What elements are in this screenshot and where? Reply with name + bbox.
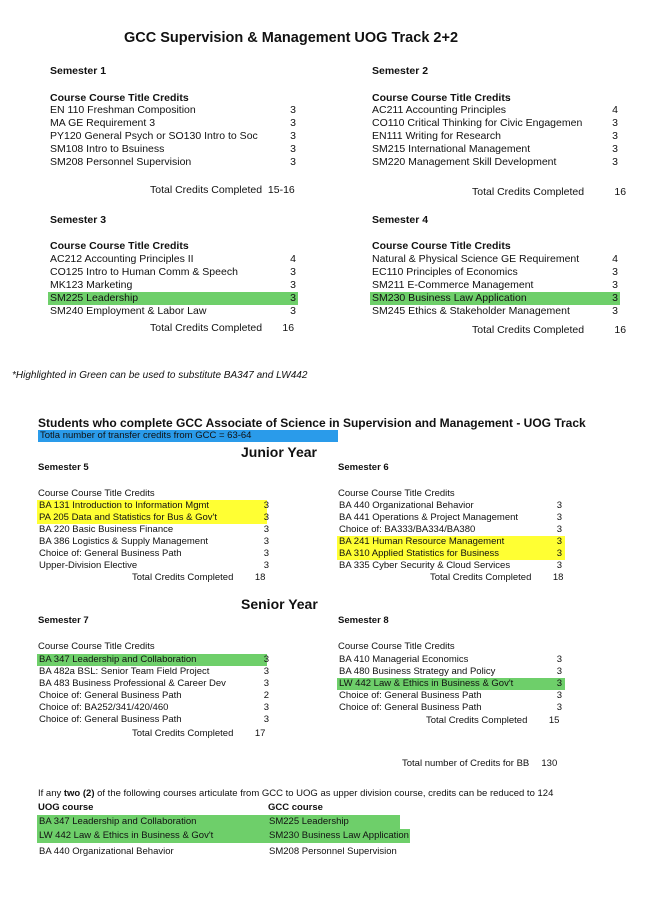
course-credits: 3 xyxy=(612,143,618,155)
course-credits: 3 xyxy=(290,130,296,142)
semester-3-label: Semester 3 xyxy=(50,214,107,226)
semester-7-header: Course Course Title Credits xyxy=(38,641,155,652)
course-row xyxy=(37,560,267,572)
course-credits: 3 xyxy=(263,666,269,677)
course-title: LW 442 Law & Ethics in Business & Gov't xyxy=(339,678,514,689)
senior-year-heading: Senior Year xyxy=(241,596,318,612)
articulation-gcc-course: SM225 Leadership xyxy=(269,816,349,827)
course-row xyxy=(37,536,267,548)
course-credits: 3 xyxy=(263,702,269,713)
course-title: Natural & Physical Science GE Requirement xyxy=(372,253,580,265)
course-row xyxy=(48,279,298,292)
course-row xyxy=(48,156,298,169)
total-value: 17 xyxy=(254,728,266,739)
total-value: 18 xyxy=(254,572,266,583)
semester-1-header: Course Course Title Credits xyxy=(50,92,189,104)
course-credits: 3 xyxy=(612,305,618,317)
course-title: Choice of: General Business Path xyxy=(39,714,182,725)
course-row xyxy=(370,117,620,130)
total-label: Total Credits Completed xyxy=(132,572,234,583)
course-row xyxy=(370,253,620,266)
course-row xyxy=(370,104,620,117)
course-credits: 3 xyxy=(263,654,269,665)
course-credits: 3 xyxy=(290,143,296,155)
articulation-note xyxy=(38,788,553,800)
semester-6-table xyxy=(337,500,565,572)
semester-6-total xyxy=(430,572,563,584)
course-row xyxy=(48,104,298,117)
articulation-uog-course: LW 442 Law & Ethics in Business & Gov't xyxy=(39,830,214,841)
junior-year-heading: Junior Year xyxy=(241,444,318,460)
course-row xyxy=(370,266,620,279)
course-credits: 3 xyxy=(556,666,562,677)
total-label: Total Credits Completed xyxy=(150,322,263,334)
total-value: 18 xyxy=(552,572,564,583)
semester-3-table xyxy=(48,253,298,318)
semester-4-total xyxy=(472,324,626,337)
semester-8-total xyxy=(426,715,559,727)
course-row-highlighted xyxy=(370,292,620,305)
course-title: BA 386 Logistics & Supply Management xyxy=(39,536,208,547)
grand-total-label: Total number of Credits for BB xyxy=(402,758,530,769)
course-credits: 3 xyxy=(556,524,562,535)
semester-6-label: Semester 6 xyxy=(338,462,389,473)
course-credits: 3 xyxy=(290,156,296,168)
total-value: 15-16 xyxy=(267,184,295,196)
semester-2-label: Semester 2 xyxy=(372,65,429,77)
course-row xyxy=(48,253,298,266)
course-row xyxy=(337,560,565,572)
course-row xyxy=(37,690,267,702)
course-row xyxy=(48,305,298,318)
total-label: Total Credits Completed xyxy=(430,572,532,583)
course-row-highlighted xyxy=(37,500,267,512)
course-credits: 4 xyxy=(290,253,296,265)
course-credits: 3 xyxy=(263,678,269,689)
course-row xyxy=(370,156,620,169)
course-title: SM211 E-Commerce Management xyxy=(372,279,534,291)
course-title: BA 347 Leadership and Collaboration xyxy=(39,654,197,665)
course-credits: 3 xyxy=(556,654,562,665)
course-row xyxy=(337,690,565,702)
course-credits: 3 xyxy=(556,548,562,559)
highlight-note: *Highlighted in Green can be used to substitute BA347 and LW442 xyxy=(12,370,308,381)
course-title: Choice of: General Business Path xyxy=(339,702,482,713)
transfer-credits-banner: Totla number of transfer credits from GCC = 63-64 xyxy=(38,430,338,442)
course-title: BA 131 Introduction to Information Mgmt xyxy=(39,500,210,511)
course-title: SM208 Personnel Supervision xyxy=(50,156,192,168)
semester-7-total xyxy=(132,728,265,740)
semester-2-header: Course Course Title Credits xyxy=(372,92,511,104)
course-title: BA 410 Managerial Economics xyxy=(339,654,469,665)
total-value: 16 xyxy=(614,324,627,336)
course-title: SM108 Intro to Bsuiness xyxy=(50,143,165,155)
semester-2-total xyxy=(472,186,626,199)
course-row xyxy=(370,279,620,292)
course-title: CO110 Critical Thinking for Civic Engagemen xyxy=(372,117,583,129)
course-row-highlighted xyxy=(337,548,565,560)
course-title: BA 220 Basic Business Finance xyxy=(39,524,174,535)
course-credits: 4 xyxy=(612,104,618,116)
gcc-course-header: GCC course xyxy=(268,802,323,813)
semester-5-label: Semester 5 xyxy=(38,462,89,473)
course-credits: 3 xyxy=(263,548,269,559)
semester-7-label: Semester 7 xyxy=(38,615,89,626)
course-credits: 3 xyxy=(556,512,562,523)
course-row xyxy=(37,702,267,714)
course-row xyxy=(37,666,267,678)
total-label: Total Credits Completed xyxy=(472,186,585,198)
course-row-highlighted xyxy=(337,678,565,690)
articulation-note-text: If any xyxy=(38,788,64,799)
course-title: Choice of: BA252/341/420/460 xyxy=(39,702,169,713)
course-row xyxy=(337,666,565,678)
semester-3-header: Course Course Title Credits xyxy=(50,240,189,252)
course-credits: 3 xyxy=(612,266,618,278)
course-credits: 3 xyxy=(263,524,269,535)
articulation-gcc-course: SM230 Business Law Application xyxy=(269,830,409,841)
course-row xyxy=(48,266,298,279)
semester-5-table xyxy=(37,500,267,572)
total-value: 15 xyxy=(548,715,560,726)
course-row-highlighted xyxy=(337,536,565,548)
course-credits: 3 xyxy=(556,560,562,571)
semester-3-total xyxy=(150,322,294,335)
course-row xyxy=(337,702,565,714)
course-credits: 3 xyxy=(290,266,296,278)
course-credits: 2 xyxy=(263,690,269,701)
course-row xyxy=(37,548,267,560)
course-title: PY120 General Psych or SO130 Intro to Soc xyxy=(50,130,258,142)
course-title: BA 440 Organizational Behavior xyxy=(339,500,474,511)
course-row xyxy=(337,512,565,524)
course-row xyxy=(37,714,267,726)
course-row xyxy=(48,143,298,156)
total-label: Total Credits Completed xyxy=(150,184,263,196)
course-credits: 3 xyxy=(556,500,562,511)
course-title: MK123 Marketing xyxy=(50,279,133,291)
articulation-uog-course: BA 440 Organizational Behavior xyxy=(39,846,174,857)
total-label: Total Credits Completed xyxy=(132,728,234,739)
course-title: EC110 Principles of Economics xyxy=(372,266,518,278)
semester-8-header: Course Course Title Credits xyxy=(338,641,455,652)
course-credits: 3 xyxy=(612,279,618,291)
course-title: CO125 Intro to Human Comm & Speech xyxy=(50,266,238,278)
course-title: SM220 Management Skill Development xyxy=(372,156,557,168)
total-value: 16 xyxy=(614,186,627,198)
course-title: AC211 Accounting Principles xyxy=(372,104,507,116)
course-row xyxy=(337,500,565,512)
semester-4-label: Semester 4 xyxy=(372,214,429,226)
course-title: SM240 Employment & Labor Law xyxy=(50,305,207,317)
course-row xyxy=(37,524,267,536)
course-title: AC212 Accounting Principles II xyxy=(50,253,194,265)
course-row xyxy=(37,678,267,690)
course-row-highlighted xyxy=(37,512,267,524)
course-title: PA 205 Data and Statistics for Bus & Gov't xyxy=(39,512,218,523)
course-credits: 3 xyxy=(612,117,618,129)
page-title: GCC Supervision & Management UOG Track 2+2 xyxy=(124,30,459,46)
semester-5-total xyxy=(132,572,265,584)
articulation-gcc-course: SM208 Personnel Supervision xyxy=(269,846,397,857)
course-row xyxy=(48,130,298,143)
semester-8-table xyxy=(337,654,565,714)
course-title: SM230 Business Law Application xyxy=(372,292,527,304)
semester-5-header: Course Course Title Credits xyxy=(38,488,155,499)
course-credits: 3 xyxy=(290,117,296,129)
total-label: Total Credits Completed xyxy=(472,324,585,336)
course-credits: 3 xyxy=(263,500,269,511)
course-title: Choice of: General Business Path xyxy=(39,690,182,701)
course-credits: 3 xyxy=(263,714,269,725)
course-title: EN 110 Freshman Composition xyxy=(50,104,196,116)
course-row xyxy=(370,305,620,318)
course-title: MA GE Requirement 3 xyxy=(50,117,156,129)
course-row xyxy=(370,130,620,143)
course-title: Choice of: General Business Path xyxy=(339,690,482,701)
total-label: Total Credits Completed xyxy=(426,715,528,726)
course-title: Choice of: BA333/BA334/BA380 xyxy=(339,524,476,535)
course-title: BA 482a BSL: Senior Team Field Project xyxy=(39,666,210,677)
course-credits: 3 xyxy=(556,678,562,689)
course-row xyxy=(370,143,620,156)
course-row xyxy=(48,117,298,130)
course-credits: 3 xyxy=(556,702,562,713)
grand-total xyxy=(402,758,557,770)
course-title: Choice of: General Business Path xyxy=(39,548,182,559)
course-credits: 4 xyxy=(612,253,618,265)
semester-1-label: Semester 1 xyxy=(50,65,107,77)
course-title: SM225 Leadership xyxy=(50,292,139,304)
course-title: Upper-Division Elective xyxy=(39,560,138,571)
course-title: BA 483 Business Professional & Career Dev xyxy=(39,678,226,689)
uog-course-header: UOG course xyxy=(38,802,94,813)
course-credits: 3 xyxy=(612,130,618,142)
course-title: BA 241 Human Resource Management xyxy=(339,536,505,547)
course-title: SM215 International Management xyxy=(372,143,531,155)
semester-1-total xyxy=(150,184,295,197)
course-credits: 3 xyxy=(263,512,269,523)
course-row xyxy=(337,654,565,666)
course-row-highlighted xyxy=(48,292,298,305)
course-title: EN111 Writing for Research xyxy=(372,130,501,142)
grand-total-value: 130 xyxy=(541,758,558,769)
course-credits: 3 xyxy=(290,305,296,317)
total-value: 16 xyxy=(282,322,295,334)
course-title: BA 335 Cyber Security & Cloud Services xyxy=(339,560,511,571)
course-credits: 3 xyxy=(556,690,562,701)
course-credits: 3 xyxy=(290,279,296,291)
semester-4-table xyxy=(370,253,620,318)
course-credits: 3 xyxy=(612,156,618,168)
course-title: BA 441 Operations & Project Management xyxy=(339,512,519,523)
course-row xyxy=(337,524,565,536)
course-title: BA 310 Applied Statistics for Business xyxy=(339,548,500,559)
course-credits: 3 xyxy=(290,104,296,116)
course-credits: 3 xyxy=(263,536,269,547)
semester-2-table xyxy=(370,104,620,169)
articulation-uog-course: BA 347 Leadership and Collaboration xyxy=(39,816,197,827)
course-credits: 3 xyxy=(290,292,296,304)
semester-1-table xyxy=(48,104,298,169)
semester-6-header: Course Course Title Credits xyxy=(338,488,455,499)
course-row-highlighted xyxy=(37,654,267,666)
articulation-note-text: of the following courses articulate from GCC to UOG as upper division course, credits can be reduced to 124 xyxy=(94,788,554,799)
course-credits: 3 xyxy=(556,536,562,547)
course-title: BA 480 Business Strategy and Policy xyxy=(339,666,496,677)
uog-heading: Students who complete GCC Associate of Science in Supervision and Management - UOG Track xyxy=(38,416,586,430)
course-credits: 3 xyxy=(612,292,618,304)
articulation-note-emphasis: two (2) xyxy=(63,788,95,799)
semester-4-header: Course Course Title Credits xyxy=(372,240,511,252)
course-title: SM245 Ethics & Stakeholder Management xyxy=(372,305,570,317)
course-credits: 3 xyxy=(263,560,269,571)
semester-8-label: Semester 8 xyxy=(338,615,389,626)
semester-7-table xyxy=(37,654,267,726)
